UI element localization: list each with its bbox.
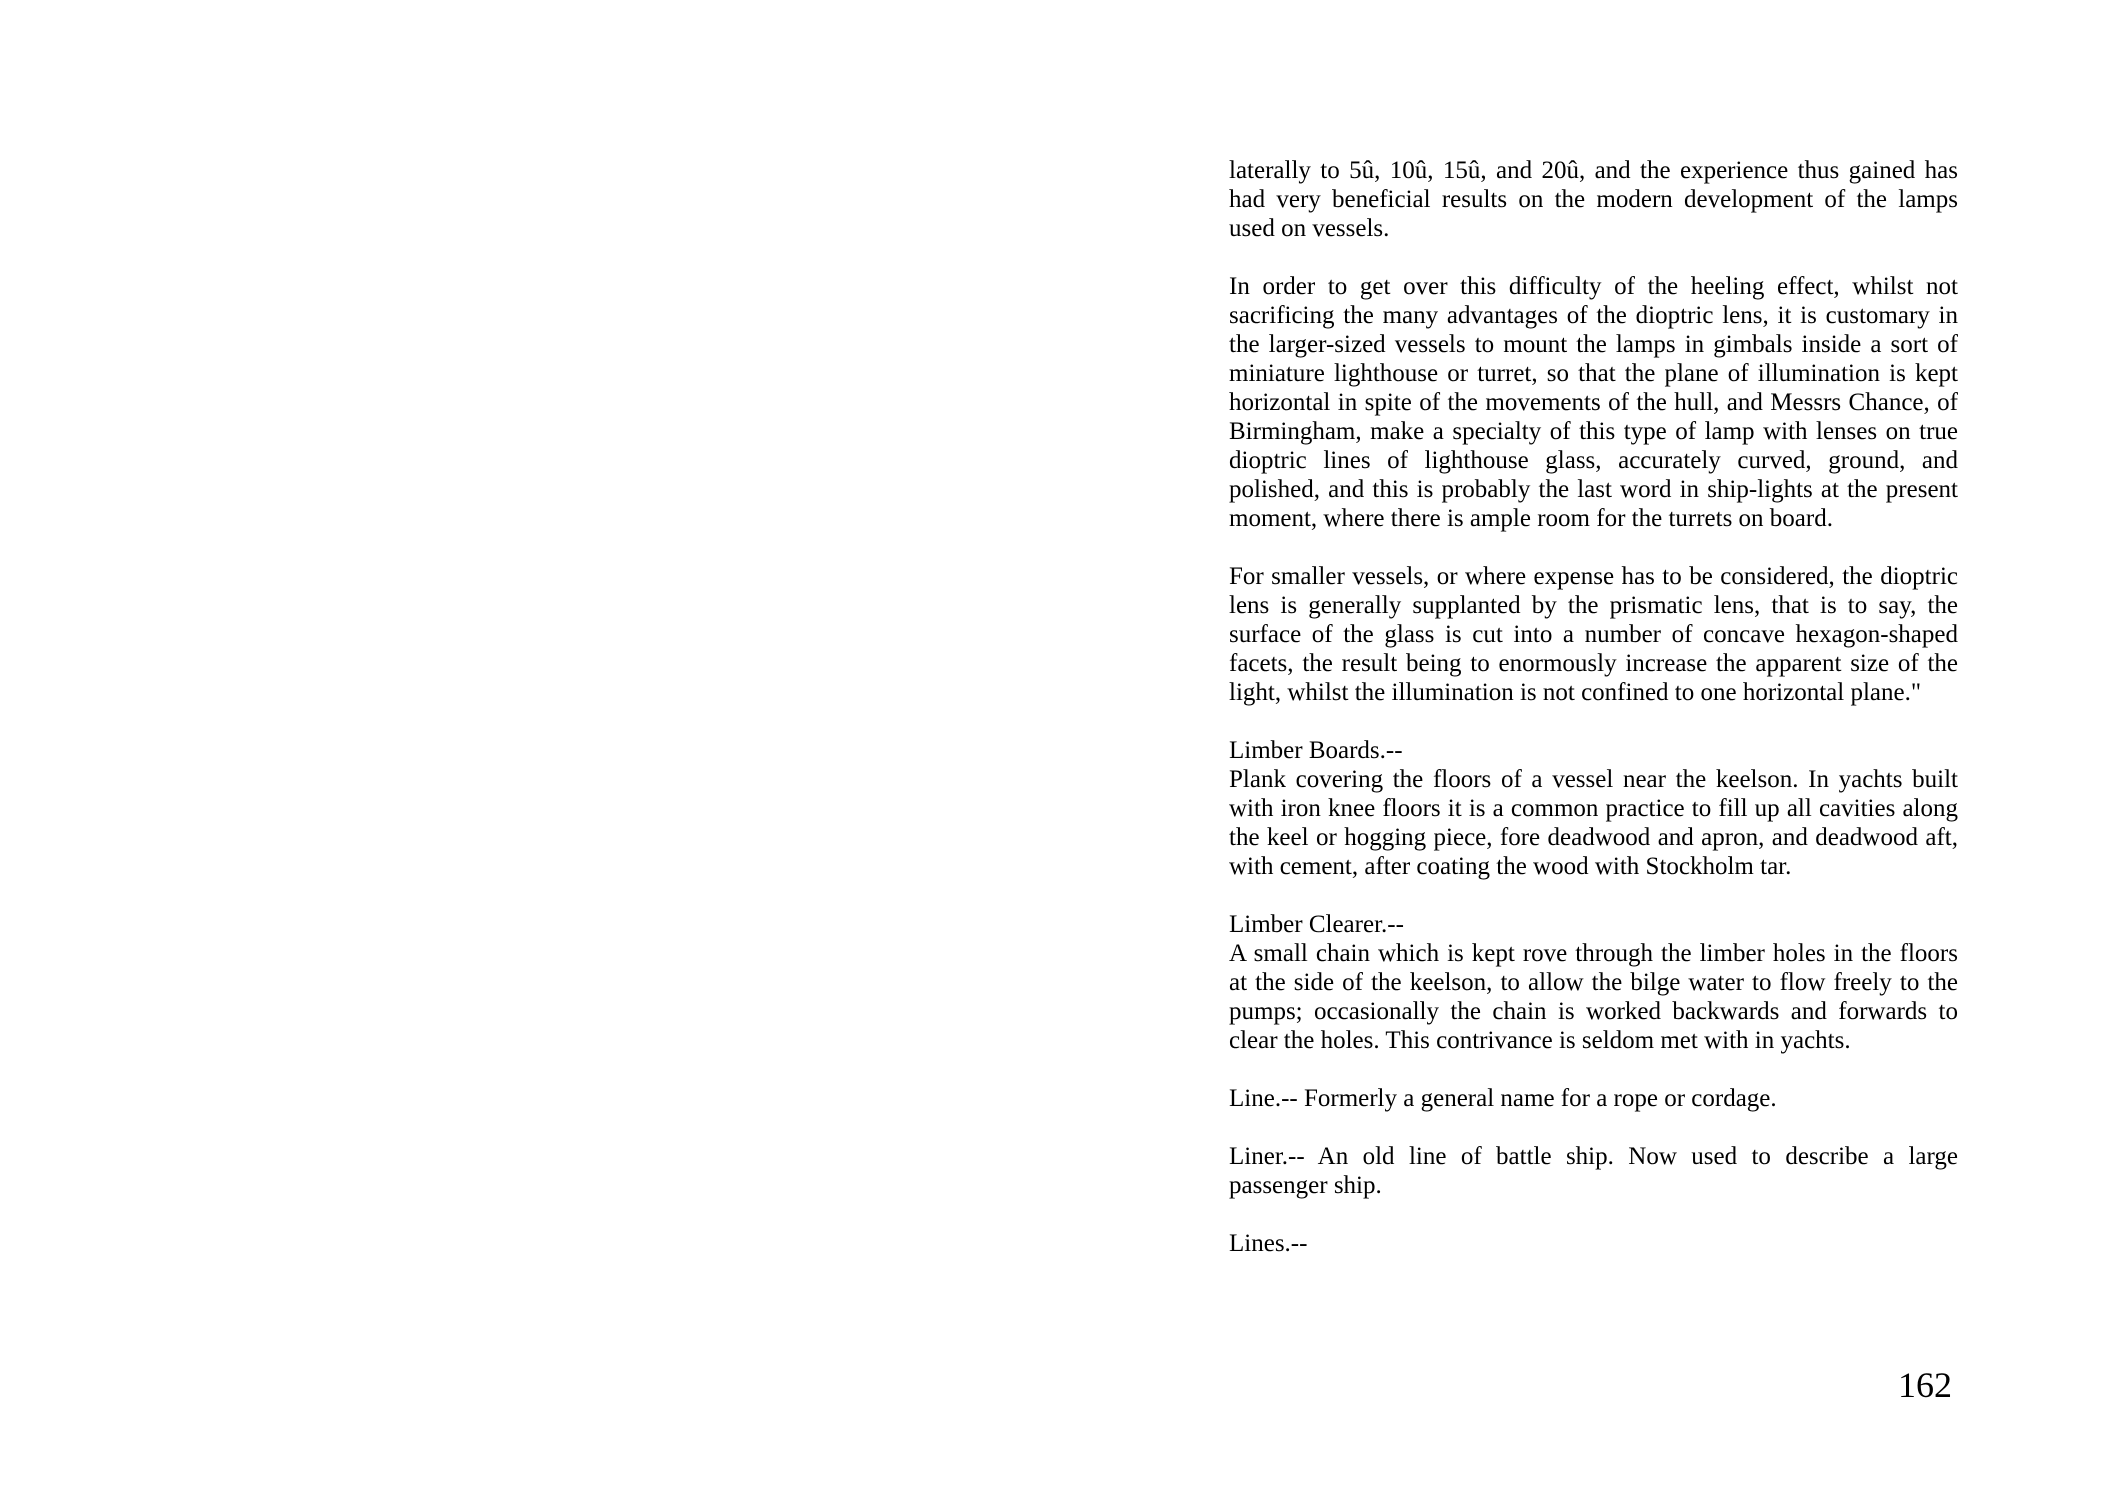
text-line: sacrificing the many advantages of the dioptric lens, it is customary in <box>1229 302 1958 329</box>
page-number: 162 <box>1898 1365 1952 1405</box>
paragraph <box>1229 910 1958 1055</box>
paragraph <box>1229 1084 1958 1113</box>
text-line: lens is generally supplanted by the prismatic lens, that is to say, the <box>1229 592 1958 619</box>
text-line: facets, the result being to enormously increase the apparent size of the <box>1229 650 1958 677</box>
paragraph <box>1229 562 1958 707</box>
text-line: clear the holes. This contrivance is seldom met with in yachts. <box>1229 1027 1851 1054</box>
text-line: Line.-- Formerly a general name for a rope or cordage. <box>1229 1085 1777 1112</box>
text-line: with cement, after coating the wood with Stockholm tar. <box>1229 853 1792 880</box>
text-line: light, whilst the illumination is not confined to one horizontal plane." <box>1229 679 1922 706</box>
text-line: laterally to 5û, 10û, 15û, and 20û, and the experience thus gained has <box>1229 157 1958 184</box>
text-line: with iron knee floors it is a common practice to fill up all cavities along <box>1229 795 1958 822</box>
text-line: polished, and this is probably the last word in ship-lights at the present <box>1229 476 1958 503</box>
paragraph <box>1229 1229 1958 1258</box>
text-line: horizontal in spite of the movements of the hull, and Messrs Chance, of <box>1229 389 1958 416</box>
text-line: used on vessels. <box>1229 215 1390 242</box>
text-line: dioptric lines of lighthouse glass, accurately curved, ground, and <box>1229 447 1958 474</box>
text-line: at the side of the keelson, to allow the bilge water to flow freely to the <box>1229 969 1958 996</box>
paragraph <box>1229 156 1958 243</box>
text-line: miniature lighthouse or turret, so that the plane of illumination is kept <box>1229 360 1958 387</box>
text-line: moment, where there is ample room for the turrets on board. <box>1229 505 1833 532</box>
text-line: had very beneficial results on the modern development of the lamps <box>1229 186 1958 213</box>
text-line: For smaller vessels, or where expense has to be considered, the dioptric <box>1229 563 1958 590</box>
paragraph <box>1229 736 1958 881</box>
text-line: Liner.-- An old line of battle ship. Now used to describe a large <box>1229 1143 1958 1170</box>
text-line: the larger-sized vessels to mount the lamps in gimbals inside a sort of <box>1229 331 1958 358</box>
text-line: Birmingham, make a specialty of this type of lamp with lenses on true <box>1229 418 1958 445</box>
paragraph <box>1229 272 1958 533</box>
text-line: Lines.-- <box>1229 1230 1308 1257</box>
text-line: the keel or hogging piece, fore deadwood and apron, and deadwood aft, <box>1229 824 1958 851</box>
text-line: Plank covering the floors of a vessel near the keelson. In yachts built <box>1229 766 1958 793</box>
text-line: passenger ship. <box>1229 1172 1382 1199</box>
text-line: Limber Boards.-- <box>1229 737 1403 764</box>
text-line: Limber Clearer.-- <box>1229 911 1404 938</box>
text-line: surface of the glass is cut into a number of concave hexagon-shaped <box>1229 621 1958 648</box>
text-line: pumps; occasionally the chain is worked backwards and forwards to <box>1229 998 1958 1025</box>
page-text-column <box>1229 156 1958 1287</box>
text-line: In order to get over this difficulty of the heeling effect, whilst not <box>1229 273 1958 300</box>
paragraph <box>1229 1142 1958 1200</box>
text-line: A small chain which is kept rove through the limber holes in the floors <box>1229 940 1958 967</box>
